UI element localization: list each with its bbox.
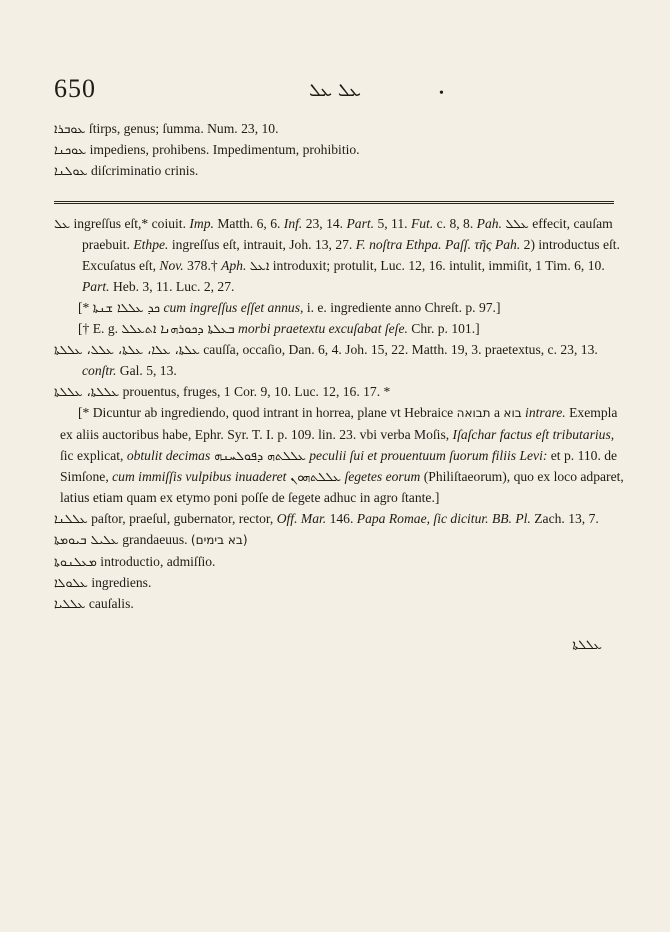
note-text: [* Dicuntur ab ingrediendo, quod intrant in horrea, plane vt Hebraice [78, 405, 457, 420]
running-head: ܥܠ ܥܠ [309, 80, 362, 101]
grammar-label: Papa Romae, ſic dicitur. [356, 511, 489, 526]
entry-text: introduxit; protulit, Luc. 12, 16. intulit, immiſit, 1 Tim. 6, 10. [269, 258, 605, 273]
grammar-label: Off. Mar. [276, 511, 327, 526]
page-body [54, 118, 624, 656]
entry-text: introductio, admiſſio. [96, 554, 216, 569]
entry-text: Gal. 5, 13. [116, 363, 177, 378]
grammar-label: Part. [346, 216, 375, 231]
grammar-label: Imp. [189, 216, 214, 231]
grammar-label: F. noſtra Ethpa. Paſſ. τῆς Pah. [355, 237, 521, 252]
entry-introductio [54, 551, 624, 572]
page-header [54, 74, 624, 108]
note-text: Exempla ex aliis auctoribus habe, Ephr. Syr. T. I. p. 109. lin. 23. vbi verba Moſis, [60, 405, 618, 442]
entry-text: c. 8, 8. [433, 216, 477, 231]
entry-text: ingreſſus eſt,* coiuit. [70, 216, 190, 231]
entry-impediens [54, 139, 624, 160]
grammar-label: BB. Pl. [488, 511, 531, 526]
note-gloss: ſegetes eorum [341, 469, 421, 484]
hebrew-word: בוא [503, 406, 522, 420]
syriac-headword: ܥܘܠܢܐ [54, 163, 88, 178]
syriac-headword: ܥܘܟܢܐ [54, 142, 87, 157]
grammar-label: Aph. [221, 258, 247, 273]
entry-text: ingrediens. [87, 575, 152, 590]
note-gloss: intrare. [521, 405, 566, 420]
note-annus [54, 297, 624, 318]
note-text: [† E. g. [78, 321, 122, 336]
entry-text: 23, 14. [302, 216, 347, 231]
syriac-phrase: ܥܠܠܬܗܘܢ [286, 469, 342, 484]
entry-ingressus [54, 213, 624, 297]
syriac-headword: ܡܥܠܢܘܬܐ [54, 554, 97, 569]
entry-text: 5, 11. [374, 216, 411, 231]
syriac-headword: ܥܠܠܝܐ [54, 596, 86, 611]
hebrew-phrase: (בא בימים) [190, 533, 248, 547]
entry-text: diſcriminatio crinis. [87, 163, 199, 178]
grammar-label: Ethpe. [133, 237, 169, 252]
syriac-headword: ܥܠܠܬܐ، ܥܠܠܬܐ [54, 384, 120, 399]
note-text: (Philiſtaeorum), quo ex loco adparet, latius etiam quam ex etymo poni poſſe de ſegete adhuc in agro ſtante.] [60, 469, 624, 505]
note-morbi [54, 318, 624, 339]
note-text: i. e. ingrediente anno Chreſt. p. 97.] [303, 300, 501, 315]
entry-text: 2) introductus eſt. Excuſatus eſt, [82, 237, 620, 273]
entry-grandaeuus [54, 529, 624, 551]
entry-text: Zach. 13, 7. [530, 511, 599, 526]
note-gloss: morbi praetextu excuſabat ſeſe. [234, 321, 408, 336]
note-text: Chr. p. 101.] [407, 321, 480, 336]
running-head-dot: • [439, 86, 444, 101]
entry-ingrediens [54, 572, 624, 593]
syriac-phrase: ܥܠܠܬܗ ܕܦܘܠܚܢܗ [210, 448, 306, 463]
entry-prouentus [54, 381, 624, 402]
syriac-phrase: ܒܥܠܬܐ ܕܟܘܪܗܢܐ ܐܬܥܠܠ [121, 321, 235, 336]
entry-discriminatio [54, 160, 624, 181]
grammar-label: Pah. [476, 216, 502, 231]
entry-text: ingreſſus eſt, intrauit, Joh. 13, 27. [168, 237, 356, 252]
syriac-headword: ܥܠܘܠܐ [54, 575, 88, 590]
entry-text: effecit, cauſam praebuit. [82, 216, 613, 252]
syriac-headword: ܥܠܠܢܐ [54, 511, 88, 526]
page-number: 650 [54, 74, 96, 103]
note-gloss: obtulit decimas [126, 448, 211, 463]
note-gloss: Iſaſchar factus eſt tributarius, [452, 427, 615, 442]
syriac-headword: ܥܠܝܠ ܒܝܘܡܬܐ [54, 532, 119, 547]
catchword-text: ܥܠܠܬܐ [572, 638, 602, 653]
entry-causalis [54, 593, 624, 614]
grammar-label: Fut. [410, 216, 434, 231]
syriac-phrase: ܟܕ ܥܠܠܐ ܫܢܬܐ [92, 300, 161, 315]
syriac-headword: ܥܠ [54, 216, 71, 231]
entry-text: impediens, prohibens. Impedimentum, prohibitio. [86, 142, 360, 157]
note-gloss: cum ingreſſus eſſet annus, [160, 300, 304, 315]
entry-caussa [54, 339, 624, 381]
entry-text: ſtirps, genus; ſumma. Num. 23, 10. [85, 121, 279, 136]
note-text: et p. 110. de Simſone, [60, 448, 618, 484]
syriac-headword: ܥܠܬܐ، ܥܠܐ، ܥܠܬܐ، ܥܠܠ، ܥܠܠܬܐ [54, 342, 200, 357]
entry-text: grandaeuus. [118, 532, 191, 547]
syriac-headword: ܥܘܒܪܐ [54, 121, 86, 136]
entry-text: prouentus, fruges, 1 Cor. 9, 10. Luc. 12, 16. 17. * [119, 384, 391, 399]
grammar-label: conſtr. [82, 363, 117, 378]
entry-text: Heb. 3, 11. Luc. 2, 27. [109, 279, 235, 294]
entry-text: 378.† [183, 258, 222, 273]
hebrew-word: תבואה [456, 406, 491, 420]
entry-text: 146. [326, 511, 357, 526]
note-text: ſic explicat, [60, 448, 127, 463]
syriac-word: ܐܥܠ [249, 258, 270, 273]
syriac-word: ܥܠܠ [505, 216, 529, 231]
entry-text: cauſalis. [85, 596, 134, 611]
section-divider [54, 201, 614, 204]
entry-text: paſtor, praeſul, gubernator, rector, [87, 511, 277, 526]
note-gloss: peculii ſui et prouentuum ſuorum filiis Levi: [305, 448, 548, 463]
entry-text: Matth. 6, 6. [213, 216, 284, 231]
note-text: a [490, 405, 504, 420]
grammar-label: Part. [82, 279, 110, 294]
note-text: [* [78, 300, 93, 315]
note-gloss: cum immiſſis vulpibus inuaderet [112, 469, 287, 484]
entry-stirps [54, 118, 624, 139]
entry-pastor [54, 508, 624, 529]
note-dicuntur [54, 402, 624, 508]
catchword [54, 634, 624, 656]
entry-text: cauſſa, occaſio, Dan. 6, 4. Joh. 15, 22. Matth. 19, 3. praetextus, c. 23, 13. [199, 342, 598, 357]
grammar-label: Nov. [159, 258, 184, 273]
grammar-label: Inf. [283, 216, 303, 231]
